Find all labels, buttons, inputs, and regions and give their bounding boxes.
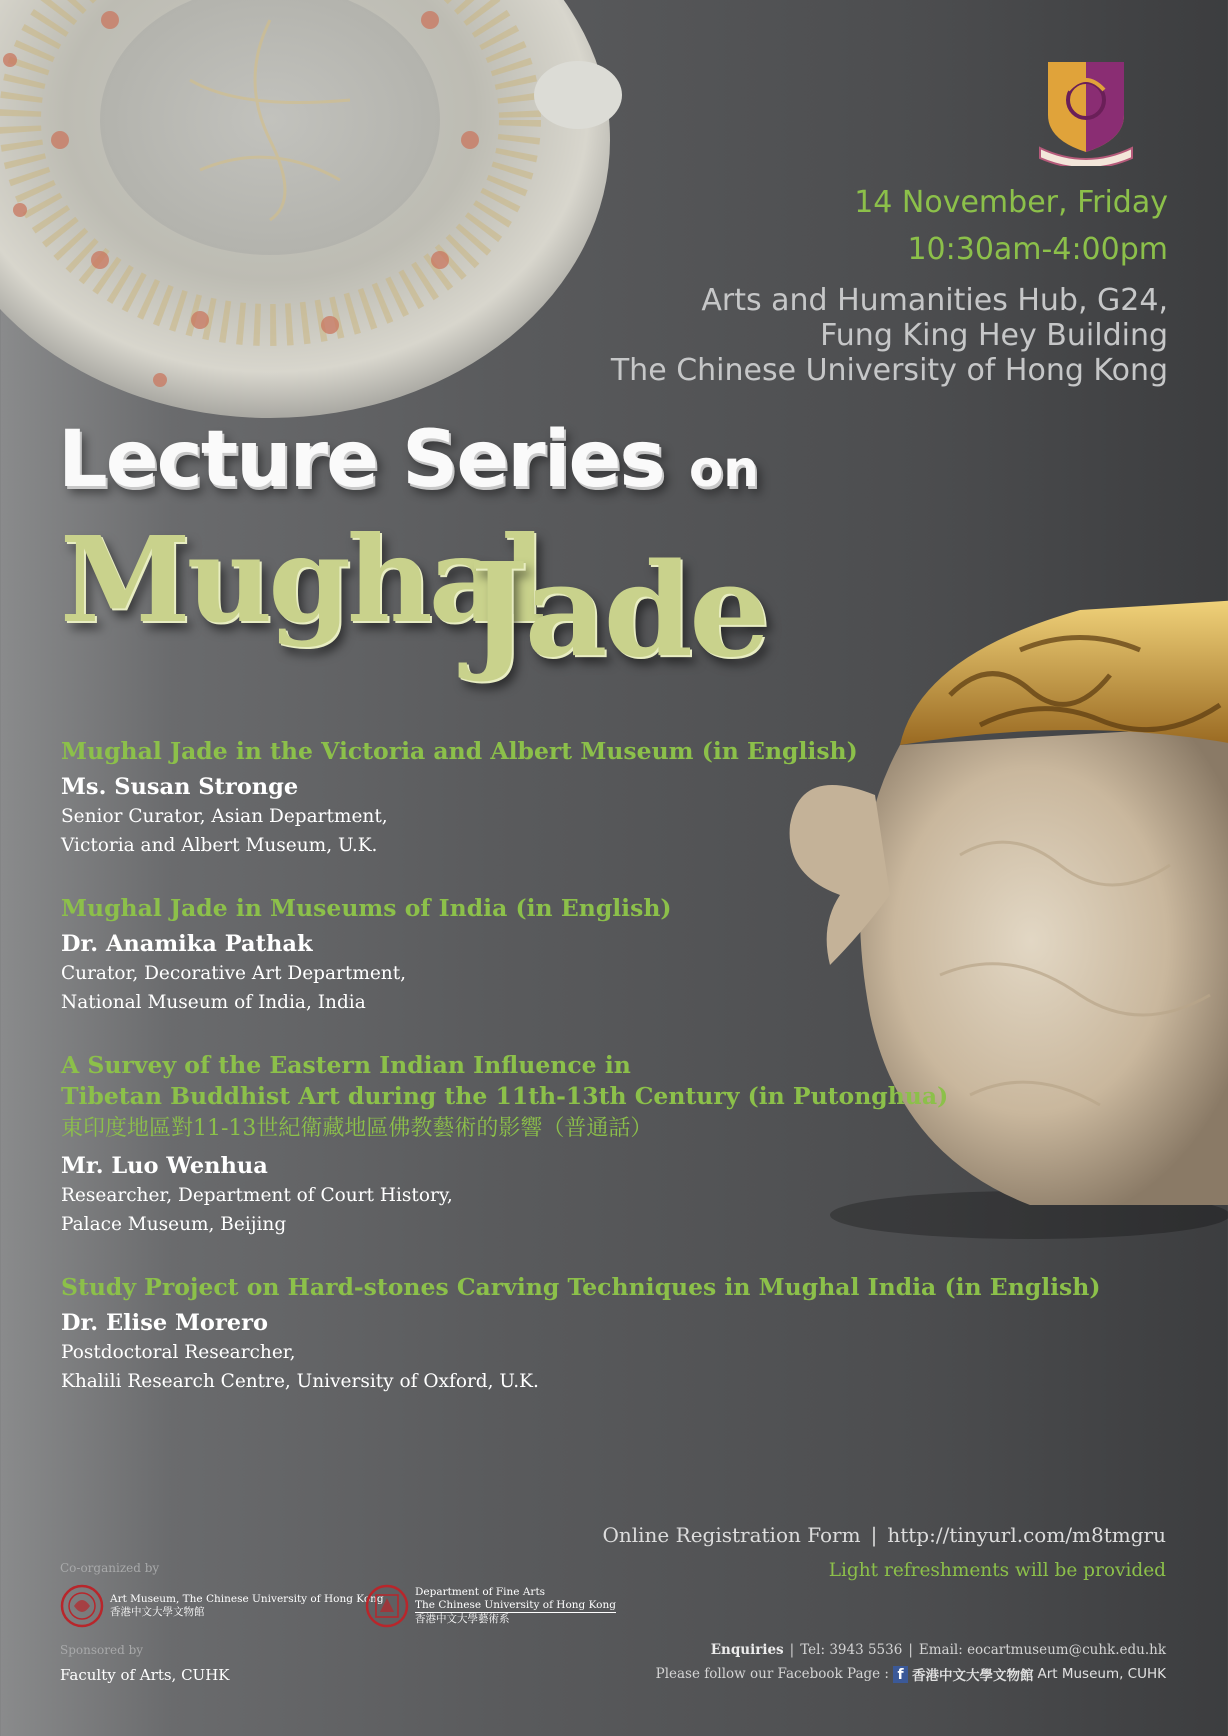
speaker-affiliation: National Museum of India, India [61,992,366,1013]
refreshments-note: Light refreshments will be provided [828,1560,1166,1581]
lecture-title: Study Project on Hard-stones Carving Techniques in Mughal India (in English) [61,1273,1101,1301]
speaker-position: Postdoctoral Researcher, [61,1342,296,1363]
lecture-speaker: Ms. Susan Stronge [61,774,299,800]
enquiries-separator: | [789,1642,795,1658]
speaker-position: Curator, Decorative Art Department, [61,963,407,984]
facebook-page-name-zh[interactable]: 香港中文大學文物館 [911,1668,1034,1684]
facebook-icon[interactable]: f [893,1666,908,1683]
art-museum-seal-icon [60,1584,104,1628]
registration-separator: | [870,1523,878,1547]
speaker-position: Senior Curator, Asian Department, [61,806,388,827]
lecture-speaker: Dr. Anamika Pathak [61,931,313,957]
org1-name-zh: 香港中文大學文物館 [110,1606,205,1618]
sponsor-name: Faculty of Arts, CUHK [60,1666,230,1684]
lecture-title-line1: A Survey of the Eastern Indian Influence in [61,1051,631,1079]
facebook-prompt: Please follow our Facebook Page : [655,1666,889,1682]
facebook-page-name-en[interactable]: Art Museum, CUHK [1037,1666,1166,1682]
coorganizer-label: Co-organized by [60,1561,160,1575]
title-word-mughal: Mughal [60,510,542,649]
registration-link[interactable]: http://tinyurl.com/m8tmgru [887,1523,1166,1547]
fine-arts-department-logo [365,1584,616,1628]
speaker-affiliation: Palace Museum, Beijing [61,1214,287,1235]
lecture-title: Mughal Jade in Museums of India (in English) [61,894,672,922]
registration-line [602,1523,1166,1547]
lecture-title: Mughal Jade in the Victoria and Albert Museum (in English) [61,737,858,765]
poster-title [58,415,759,505]
university-crest-logo [1038,60,1134,166]
enquiries-label: Enquiries [710,1642,784,1658]
event-date: 14 November, Friday [854,185,1168,220]
event-venue-line1: Arts and Humanities Hub, G24, [701,283,1168,318]
event-time: 10:30am-4:00pm [907,232,1168,267]
event-venue-line3: The Chinese University of Hong Kong [610,353,1168,388]
title-line1-text: Lecture Series [58,415,664,505]
org2-name-en-line1: Department of Fine Arts [415,1586,546,1598]
registration-label: Online Registration Form [602,1523,861,1547]
lecture-item [61,736,1061,860]
lecture-title-line2: Tibetan Buddhist Art during the 11th-13th Century (in Putonghua) [61,1082,949,1110]
fine-arts-seal-icon [365,1584,409,1628]
art-museum-logo [60,1584,384,1628]
lecture-list [61,736,1101,1429]
facebook-line [656,1664,1166,1684]
enquiries-phone: Tel: 3943 5536 [800,1642,903,1658]
sponsor-label: Sponsored by [60,1643,144,1657]
title-word-jade: Jade [468,536,767,686]
lecture-item [61,1272,1101,1396]
speaker-affiliation: Khalili Research Centre, University of Oxford, U.K. [61,1371,539,1392]
enquiries-line [711,1642,1166,1658]
speaker-affiliation: Victoria and Albert Museum, U.K. [61,835,378,856]
event-venue-line2: Fung King Hey Building [820,318,1168,353]
speaker-position: Researcher, Department of Court History, [61,1185,453,1206]
title-connector-text: on [688,440,759,498]
lecture-speaker: Dr. Elise Morero [61,1310,268,1336]
lecture-item [61,893,1061,1017]
jade-bowl-image [0,0,630,420]
org2-name-zh: 香港中文大學藝術系 [415,1613,510,1625]
enquiries-email[interactable]: Email: eocartmuseum@cuhk.edu.hk [918,1642,1166,1658]
org1-name-en: Art Museum, The Chinese University of Hong Kong [110,1593,384,1605]
org2-name-en-line2: The Chinese University of Hong Kong [415,1599,616,1611]
lecture-title-chinese: 東印度地區對11-13世紀衛藏地區佛教藝術的影響（普通話） [61,1116,653,1141]
lecture-item [61,1050,1061,1239]
enquiries-separator: | [908,1642,913,1658]
lecture-speaker: Mr. Luo Wenhua [61,1153,268,1179]
